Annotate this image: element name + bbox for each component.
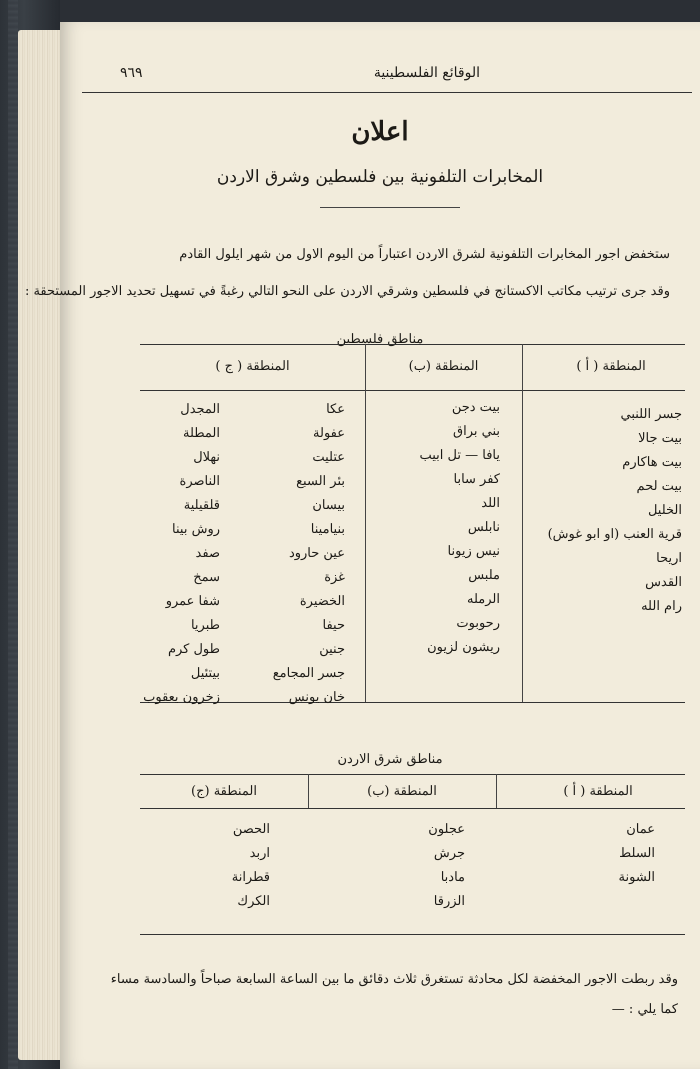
palestine-zone-c-place: روش بينا xyxy=(172,522,220,537)
palestine-zone-c-place: الخضيرة xyxy=(299,594,345,609)
palestine-zone-b-place: يافا — تل ابيب xyxy=(419,448,500,463)
palestine-header-zone-a: المنطقة ( أ ) xyxy=(576,359,646,374)
running-header xyxy=(120,62,680,84)
transjordan-zone-b-place: عجلون xyxy=(428,822,465,837)
palestine-zone-c-place: صفد xyxy=(195,546,220,561)
transjordan-zone-b-place: الزرقا xyxy=(433,894,465,909)
transjordan-zone-c-place: الكرك xyxy=(237,894,270,909)
transjordan-zone-b-place: جرش xyxy=(433,846,465,861)
palestine-zone-c-place: قلقيلية xyxy=(183,498,220,513)
gazette-page xyxy=(24,22,700,1069)
transjordan-header-zone-b: المنطقة (ب) xyxy=(367,784,437,799)
palestine-zone-c-place: عين حارود xyxy=(288,546,345,561)
transjordan-zone-a-place: السلط xyxy=(619,846,655,861)
palestine-zone-c-place: خان يونس xyxy=(288,690,345,705)
palestine-zone-b-place: بيت دجن xyxy=(451,400,500,415)
palestine-zone-a-place: جسر اللنبي xyxy=(620,407,682,422)
book-spine xyxy=(8,0,18,1069)
palestine-zone-a-place: بيت هاكارم xyxy=(622,455,682,470)
palestine-table-header-rule xyxy=(140,390,685,391)
palestine-zone-b-place: رحوبوت xyxy=(456,616,500,631)
notice-subtitle: المخابرات التلفونية بين فلسطين وشرق الاردن xyxy=(216,167,544,187)
palestine-table-bottom-rule xyxy=(140,702,685,703)
palestine-zone-c-place: جسر المجامع xyxy=(272,666,345,681)
palestine-zone-c-place: زخرون يعقوب xyxy=(143,690,220,705)
palestine-zone-c-place: غزة xyxy=(324,570,345,585)
palestine-zone-c-place: طبريا xyxy=(190,618,220,633)
palestine-zone-a-place: القدس xyxy=(645,575,682,590)
footer-paragraph-line-2: كما يلي : — xyxy=(611,1002,678,1017)
transjordan-header-zone-c: المنطقة (ج) xyxy=(191,784,257,799)
notice-paragraph-2: وقد جرى ترتيب مكاتب الاكستانج في فلسطين وشرقي الاردن على النحو التالي رغبةً في تسهيل تحديد الاجور المستحقة : xyxy=(24,284,670,299)
palestine-zone-b-place: نيس زيونا xyxy=(447,544,500,559)
transjordan-zone-a-place: عمان xyxy=(626,822,655,837)
transjordan-zone-b-place: مادبا xyxy=(440,870,465,885)
transjordan-zone-c-place: اربد xyxy=(249,846,270,861)
palestine-zone-a-place: بيت لحم xyxy=(636,479,682,494)
palestine-header-zone-b: المنطقة (ب) xyxy=(408,359,479,374)
palestine-zone-c-place: شفا عمرو xyxy=(165,594,220,609)
palestine-zone-b-place: اللد xyxy=(481,496,500,511)
gazette-title: الوقائع الفلسطينية xyxy=(373,65,480,81)
palestine-zone-c-place: بنيامينا xyxy=(310,522,345,537)
transjordan-header-zone-a: المنطقة ( أ ) xyxy=(563,784,633,799)
transjordan-table-top-rule xyxy=(140,774,685,775)
palestine-zone-b-place: نابلس xyxy=(467,520,500,535)
palestine-header-zone-c: المنطقة ( ج ) xyxy=(215,359,290,374)
header-rule xyxy=(82,92,692,93)
footer-paragraph-line-1: وقد ربطت الاجور المخفضة لكل محادثة تستغرق ثلاث دقائق ما بين الساعة السابعة صباحاً والسادسة مساء xyxy=(110,972,678,987)
page-number: ٩٦٩ xyxy=(120,65,143,81)
palestine-zone-c-place: سمخ xyxy=(193,570,220,585)
palestine-zone-b-place: بني براق xyxy=(453,424,500,439)
palestine-zone-c-place: حيفا xyxy=(322,618,345,633)
palestine-zone-a-place: بيت جالا xyxy=(638,431,682,446)
palestine-zone-c-place: بيتئيل xyxy=(190,666,220,681)
transjordan-zone-c-place: قطرانة xyxy=(231,870,270,885)
palestine-zone-a-place: الخليل xyxy=(647,503,682,518)
palestine-zone-c-place: عتليت xyxy=(312,450,345,465)
palestine-zone-a-place: رام الله xyxy=(641,599,682,614)
palestine-zone-c-place: بئر السبع xyxy=(296,474,345,489)
palestine-zone-a-place: قرية العنب (او ابو غوش) xyxy=(547,527,682,542)
palestine-zone-c-place: طول كرم xyxy=(167,642,220,657)
palestine-zone-b-place: ريشون لزيون xyxy=(427,640,500,655)
palestine-zone-c-place: عفولة xyxy=(313,426,345,441)
palestine-zone-c-place: الناصرة xyxy=(179,474,220,489)
palestine-zone-a-place: اريحا xyxy=(656,551,682,566)
palestine-table-top-rule xyxy=(140,344,685,345)
notice-title: اعلان xyxy=(351,117,409,147)
notice-paragraph-1: ستخفض اجور المخابرات التلفونية لشرق الاردن اعتباراً من اليوم الاول من شهر ايلول القادم xyxy=(179,247,670,262)
transjordan-zone-a-place: الشونة xyxy=(618,870,655,885)
divider xyxy=(320,207,460,208)
palestine-col-divider-1 xyxy=(365,344,366,702)
transjordan-section-title: مناطق شرق الاردن xyxy=(337,752,443,767)
palestine-zone-b-place: الرمله xyxy=(467,592,500,607)
palestine-zone-c-place: جنين xyxy=(319,642,345,657)
palestine-zone-c-place: نهلال xyxy=(193,450,220,465)
transjordan-zone-c-place: الحصن xyxy=(232,822,270,837)
palestine-section-title: مناطق فلسطين xyxy=(336,332,424,347)
palestine-zone-c-place: المطلة xyxy=(182,426,220,441)
palestine-zone-b-place: كفر سابا xyxy=(453,472,500,487)
transjordan-table-header-rule xyxy=(140,808,685,809)
palestine-zone-b-place: ملبس xyxy=(468,568,500,583)
palestine-zone-c-place: عكا xyxy=(326,402,345,417)
palestine-col-divider-2 xyxy=(522,344,523,702)
transjordan-table-bottom-rule xyxy=(140,934,685,935)
palestine-zone-c-place: المجدل xyxy=(180,402,220,417)
palestine-zone-c-place: بيسان xyxy=(312,498,345,513)
